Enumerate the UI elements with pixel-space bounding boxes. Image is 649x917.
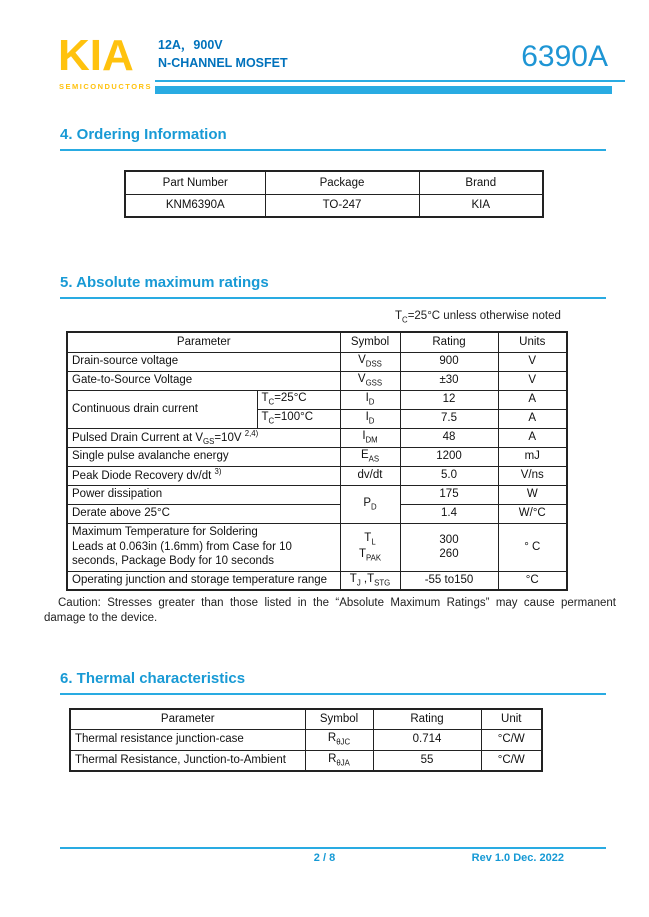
param-continuous-drain-current: Continuous drain current <box>67 390 257 428</box>
param-soldering: Maximum Temperature for Soldering Leads at 0.063in (1.6mm) from Case for 10 seconds, Package Body for 10 seconds <box>67 523 340 571</box>
rating-tj-tstg: -55 to150 <box>400 571 498 590</box>
section-ordering-heading: 4. Ordering Information <box>60 126 227 143</box>
unit-tj-tstg: °C <box>498 571 567 590</box>
rating-id25: 12 <box>400 390 498 409</box>
absmax-row-idm <box>67 428 567 447</box>
param-dvdt: Peak Diode Recovery dv/dt $^{3)}$ <box>67 466 340 485</box>
absmax-row-eas <box>67 447 567 466</box>
unit-vdss: V <box>498 352 567 371</box>
section-ordering-rule <box>60 149 606 151</box>
param-vdss: Drain-source voltage <box>67 352 340 371</box>
thermal-header-symbol: Symbol <box>305 709 373 729</box>
absmax-table-container <box>66 331 568 591</box>
absmax-row-dvdt <box>67 466 567 485</box>
param-rja: Thermal Resistance, Junction-to-Ambient <box>70 750 305 771</box>
device-spec-type: N-CHANNEL MOSFET <box>158 56 288 71</box>
rating-pd: 175 <box>400 485 498 504</box>
symbol-soldering: $T_L$ $T_{PAK}$ <box>340 523 400 571</box>
device-spec-current-voltage: 12A，900V <box>158 38 223 52</box>
absmax-row-soldering <box>67 523 567 571</box>
thermal-table-container <box>69 708 543 772</box>
ordering-part-number: KNM6390A <box>125 194 265 217</box>
ordering-header-row <box>125 171 543 194</box>
param-rjc: Thermal resistance junction-case <box>70 729 305 750</box>
footer-page-number: 2 / 8 <box>313 852 336 864</box>
symbol-rja: $R_{\theta JA}$ <box>305 750 373 771</box>
ordering-header-package: Package <box>265 171 419 194</box>
absmax-row-tj-tstg <box>67 571 567 590</box>
section-thermal-rule <box>60 693 606 695</box>
ordering-package: TO-247 <box>265 194 419 217</box>
symbol-id25: $I_D$ <box>340 390 400 409</box>
ordering-brand: KIA <box>419 194 543 217</box>
footer-revision: Rev 1.0 Dec. 2022 <box>471 852 564 864</box>
param-vgss: Gate-to-Source Voltage <box>67 371 340 390</box>
unit-pd: W <box>498 485 567 504</box>
unit-vgss: V <box>498 371 567 390</box>
param-derate: Derate above 25°C <box>67 504 340 523</box>
condition-tc25: $T_C=25^\circ C$ <box>257 390 340 409</box>
absmax-header-rating: Rating <box>400 332 498 352</box>
thermal-row-rja <box>70 750 542 771</box>
rating-soldering: 300 260 <box>400 523 498 571</box>
symbol-rjc: $R_{\theta JC}$ <box>305 729 373 750</box>
absmax-row-id25 <box>67 390 567 409</box>
rating-vdss: 900 <box>400 352 498 371</box>
thermal-header-unit: Unit <box>481 709 542 729</box>
rating-dvdt: 5.0 <box>400 466 498 485</box>
absmax-header-units: Units <box>498 332 567 352</box>
ordering-table-container <box>124 170 544 218</box>
header-thin-rule <box>155 80 625 82</box>
part-number-title: 6390A <box>521 40 608 73</box>
absmax-row-derate <box>67 504 567 523</box>
absmax-header-symbol: Symbol <box>340 332 400 352</box>
symbol-id100: $I_D$ <box>340 409 400 428</box>
caution-note: Caution: Stresses greater than those listed in the “Absolute Maximum Ratings” may cause permanent damage to the device. <box>44 597 616 625</box>
ordering-data-row <box>125 194 543 217</box>
param-tj-tstg: Operating junction and storage temperature range <box>67 571 340 590</box>
symbol-eas: $E_{AS}$ <box>340 447 400 466</box>
unit-id25: A <box>498 390 567 409</box>
rating-idm: 48 <box>400 428 498 447</box>
unit-soldering: ° C <box>498 523 567 571</box>
brand-logo: KIA <box>58 31 134 80</box>
rating-rjc: 0.714 <box>373 729 481 750</box>
symbol-idm: $I_{DM}$ <box>340 428 400 447</box>
rating-id100: 7.5 <box>400 409 498 428</box>
param-idm: Pulsed Drain Current at $V_{GS}=10V$ $^{2,4)}$ <box>67 428 340 447</box>
ordering-table <box>124 170 544 218</box>
header-accent-bar <box>155 86 612 94</box>
rating-eas: 1200 <box>400 447 498 466</box>
absmax-row-vdss <box>67 352 567 371</box>
unit-rjc: °C/W <box>481 729 542 750</box>
symbol-pd: $P_D$ <box>340 485 400 523</box>
rating-derate: 1.4 <box>400 504 498 523</box>
unit-rja: °C/W <box>481 750 542 771</box>
unit-id100: A <box>498 409 567 428</box>
absmax-condition-note <box>395 310 561 324</box>
rating-rja: 55 <box>373 750 481 771</box>
symbol-vdss: $V_{DSS}$ <box>340 352 400 371</box>
absmax-table <box>66 331 568 591</box>
section-thermal-heading: 6. Thermal characteristics <box>60 670 246 687</box>
absmax-row-pd <box>67 485 567 504</box>
footer-rule <box>60 847 606 849</box>
note-symbol-base: T <box>395 310 403 322</box>
ordering-header-part-number: Part Number <box>125 171 265 194</box>
unit-idm: A <box>498 428 567 447</box>
param-power-dissipation: Power dissipation <box>67 485 340 504</box>
symbol-tj-tstg: $T_J$ $,T_{STG}$ <box>340 571 400 590</box>
ordering-header-brand: Brand <box>419 171 543 194</box>
thermal-row-rjc <box>70 729 542 750</box>
rating-vgss: ±30 <box>400 371 498 390</box>
unit-eas: mJ <box>498 447 567 466</box>
section-absmax-heading: 5. Absolute maximum ratings <box>60 274 269 291</box>
absmax-row-vgss <box>67 371 567 390</box>
device-spec-lines <box>158 36 288 72</box>
thermal-header-rating: Rating <box>373 709 481 729</box>
thermal-header-parameter: Parameter <box>70 709 305 729</box>
absmax-header-parameter: Parameter <box>67 332 340 352</box>
symbol-dvdt: dv/dt <box>340 466 400 485</box>
absmax-header-row <box>67 332 567 352</box>
thermal-header-row <box>70 709 542 729</box>
note-symbol-sub: C <box>402 315 408 325</box>
param-eas: Single pulse avalanche energy <box>67 447 340 466</box>
unit-derate: W/°C <box>498 504 567 523</box>
thermal-table <box>69 708 543 772</box>
section-absmax-rule <box>60 297 606 299</box>
condition-tc100: $T_C=100^\circ C$ <box>257 409 340 428</box>
unit-dvdt: V/ns <box>498 466 567 485</box>
brand-logo-subtext: SEMICONDUCTORS <box>59 82 152 91</box>
note-rest: =25°C unless otherwise noted <box>407 310 561 322</box>
symbol-vgss: $V_{GSS}$ <box>340 371 400 390</box>
